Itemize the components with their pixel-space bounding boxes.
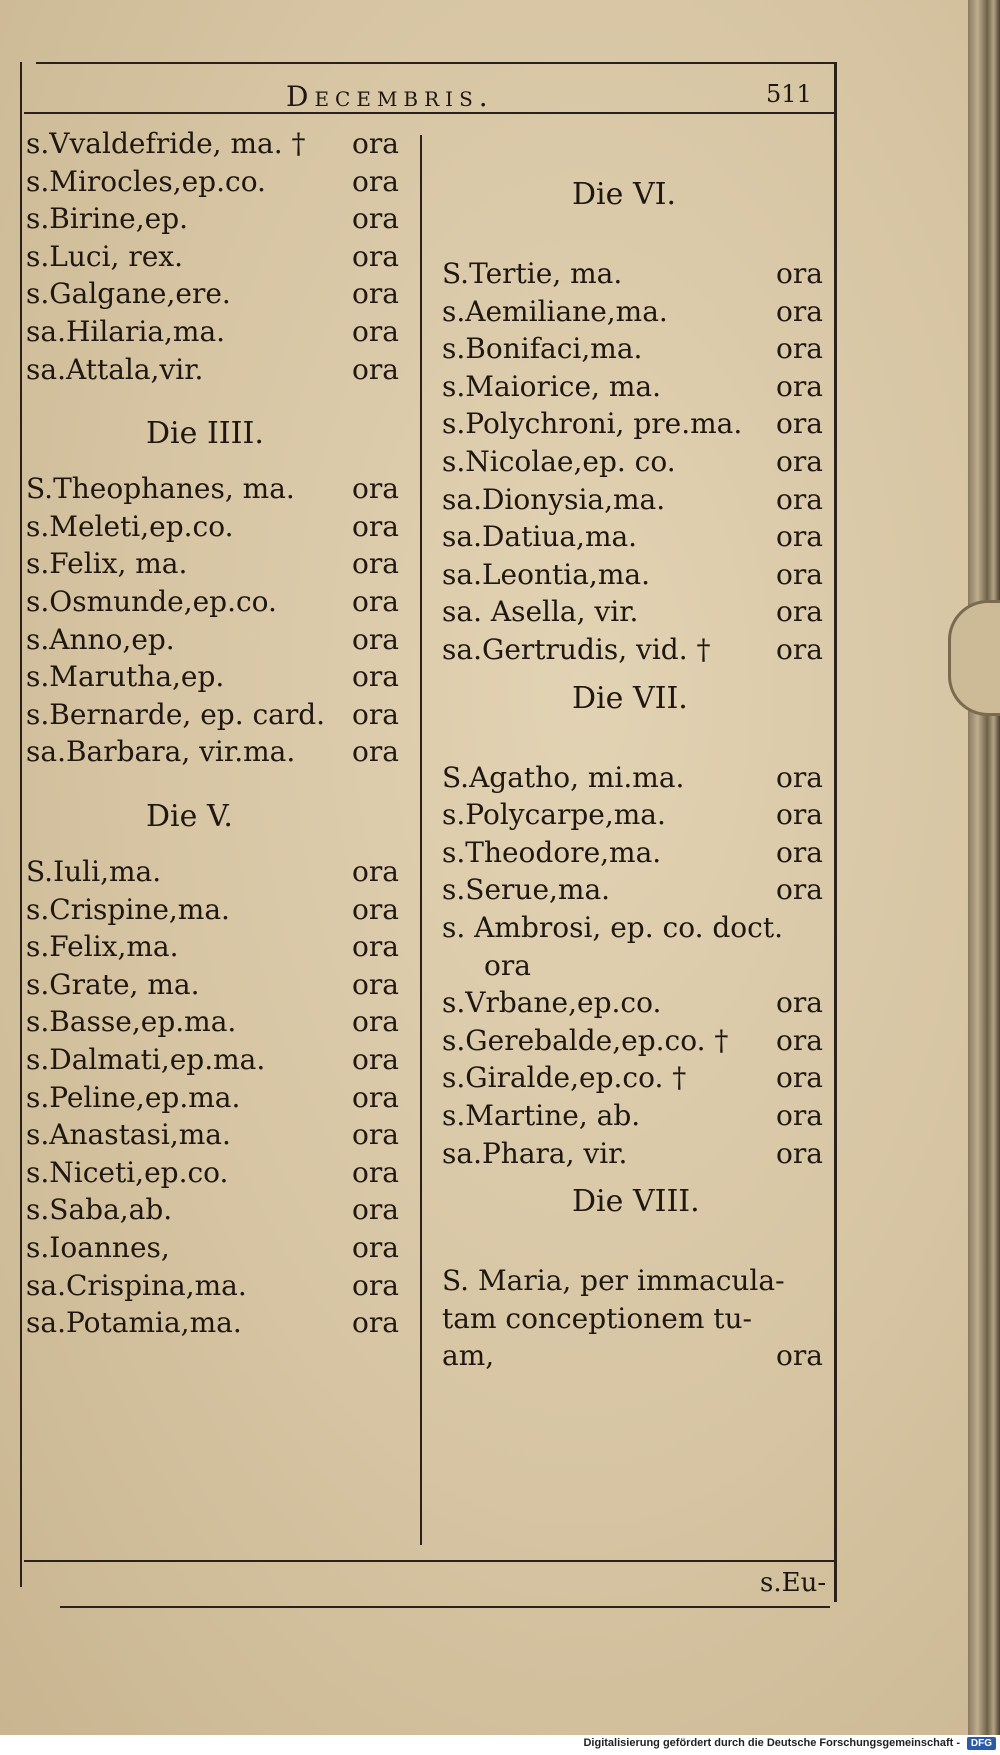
response-ora: ora xyxy=(352,660,399,694)
response-ora: ora xyxy=(776,369,823,403)
bottom-rule xyxy=(24,1560,836,1562)
saint-name: sa.Potamia,ma. xyxy=(26,1306,242,1340)
response-ora: ora xyxy=(776,1136,823,1170)
saint-name: s.Bonifaci,ma. xyxy=(442,332,643,366)
response-ora: ora xyxy=(352,277,399,311)
response-ora: ora xyxy=(352,585,399,618)
response-ora: ora xyxy=(776,257,823,290)
response-ora: ora xyxy=(776,1023,823,1057)
response-ora: ora xyxy=(776,482,823,516)
saint-name: s.Dalmati,ep.ma. xyxy=(26,1043,266,1076)
response-ora: ora xyxy=(352,855,399,888)
response-ora: ora xyxy=(776,332,823,366)
saint-name: s.Anastasi,ma. xyxy=(26,1118,231,1152)
response-ora: ora xyxy=(776,445,823,478)
response-ora: ora xyxy=(776,1099,823,1132)
response-ora: ora xyxy=(352,547,399,581)
saint-name: sa.Attala,vir. xyxy=(26,352,204,386)
saint-name: sa.Phara, vir. xyxy=(442,1136,628,1170)
response-ora: ora xyxy=(352,239,399,273)
saint-name: s.Felix,ma. xyxy=(26,930,179,964)
response-ora: ora xyxy=(352,202,399,236)
left-border xyxy=(20,62,22,1587)
column-divider xyxy=(420,135,422,1545)
saint-name: s. Ambrosi, ep. co. doct. xyxy=(442,911,783,944)
response-ora: ora xyxy=(352,622,399,656)
response-ora: ora xyxy=(776,873,823,907)
day-heading: Die IIII. xyxy=(146,416,264,452)
response-ora: ora xyxy=(352,1155,399,1189)
saint-name: s.Vrbane,ep.co. xyxy=(442,986,662,1020)
catchword: s.Eu- xyxy=(760,1568,827,1598)
saint-name: s.Peline,ep.ma. xyxy=(26,1080,241,1114)
response-ora: ora xyxy=(776,633,823,666)
day-heading: Die VII. xyxy=(572,680,688,716)
response-ora: ora xyxy=(352,967,399,1001)
response-ora: ora xyxy=(352,1005,399,1039)
response-ora: ora xyxy=(776,1339,823,1373)
response-ora: ora xyxy=(352,1193,399,1227)
saint-name: s.Galgane,ere. xyxy=(26,277,231,311)
saint-name: s.Luci, rex. xyxy=(26,239,183,273)
saint-name: s.Grate, ma. xyxy=(26,967,200,1001)
dfg-logo: DFG xyxy=(967,1737,996,1750)
saint-name: s.Bernarde, ep. card. xyxy=(26,697,326,731)
response-ora: ora xyxy=(352,1306,399,1340)
day-heading: Die V. xyxy=(146,799,233,834)
day-heading: Die VIII. xyxy=(572,1184,700,1220)
response-ora: ora xyxy=(776,557,823,591)
response-ora: ora xyxy=(352,127,399,160)
saint-name: s.Marutha,ep. xyxy=(26,660,225,694)
day-heading: Die VI. xyxy=(572,177,676,212)
saint-name: sa.Gertrudis, vid. † xyxy=(442,633,711,666)
response-ora: ora xyxy=(352,472,399,506)
response-ora: ora xyxy=(776,595,823,629)
saint-name: s.Nicolae,ep. co. xyxy=(442,445,676,478)
response-ora: ora xyxy=(776,1061,823,1095)
saint-name: s.Saba,ab. xyxy=(26,1193,173,1227)
page-number: 511 xyxy=(766,80,812,108)
saint-name: S. Maria, per immacula- xyxy=(442,1264,785,1298)
saint-name: S.Iuli,ma. xyxy=(26,855,162,888)
response-ora: ora xyxy=(352,352,399,386)
response-ora: ora xyxy=(352,164,399,198)
response-ora: ora xyxy=(776,520,823,554)
response-ora: ora xyxy=(484,948,531,982)
response-ora: ora xyxy=(776,798,823,832)
top-rule xyxy=(36,62,836,64)
saint-name: s.Martine, ab. xyxy=(442,1099,641,1132)
page-title: Decembris. xyxy=(286,80,494,113)
saint-name: s.Ioannes, xyxy=(26,1231,170,1264)
response-ora: ora xyxy=(352,315,399,348)
saint-name: s.Niceti,ep.co. xyxy=(26,1155,229,1189)
saint-name: s.Felix, ma. xyxy=(26,547,188,581)
saint-name: sa.Crispina,ma. xyxy=(26,1268,247,1302)
response-ora: ora xyxy=(352,1080,399,1114)
saint-name: S.Theophanes, ma. xyxy=(26,472,295,506)
saint-name: s.Birine,ep. xyxy=(26,202,189,236)
response-ora: ora xyxy=(776,760,823,794)
page-edge xyxy=(968,0,1000,1735)
response-ora: ora xyxy=(776,835,823,869)
saint-name: S.Agatho, mi.ma. xyxy=(442,760,685,794)
saint-name: s.Vvaldefride, ma. † xyxy=(26,127,306,160)
saint-name: s.Polycarpe,ma. xyxy=(442,798,666,832)
saint-name: s.Serue,ma. xyxy=(442,873,611,907)
saint-name: s.Meleti,ep.co. xyxy=(26,509,234,543)
saint-name: tam conceptionem tu- xyxy=(442,1301,753,1335)
footer-credit: Digitalisierung gefördert durch die Deutsche Forschungsgemeinschaft - xyxy=(583,1737,960,1749)
response-ora: ora xyxy=(776,986,823,1020)
saint-name: s.Crispine,ma. xyxy=(26,892,230,926)
response-ora: ora xyxy=(352,697,399,731)
saint-name: s.Giralde,ep.co. † xyxy=(442,1061,687,1095)
saint-name: sa. Asella, vir. xyxy=(442,595,639,629)
saint-name: s.Osmunde,ep.co. xyxy=(26,585,277,618)
response-ora: ora xyxy=(352,892,399,926)
saint-name: s.Theodore,ma. xyxy=(442,835,662,869)
saint-name: s.Gerebalde,ep.co. † xyxy=(442,1023,729,1057)
thumb-index-tab xyxy=(948,600,1000,716)
response-ora: ora xyxy=(352,1231,399,1264)
response-ora: ora xyxy=(352,930,399,964)
footer-bar xyxy=(0,1735,1000,1755)
response-ora: ora xyxy=(352,1043,399,1076)
response-ora: ora xyxy=(352,1268,399,1302)
response-ora: ora xyxy=(776,407,823,441)
saint-name: sa.Leontia,ma. xyxy=(442,557,650,591)
right-border xyxy=(834,62,837,1602)
saint-name: sa.Barbara, vir.ma. xyxy=(26,735,296,769)
base-rule xyxy=(60,1606,830,1608)
saint-name: sa.Dionysia,ma. xyxy=(442,482,666,516)
saint-name: am, xyxy=(442,1339,495,1373)
saint-name: s.Anno,ep. xyxy=(26,622,175,656)
saint-name: sa.Hilaria,ma. xyxy=(26,315,226,348)
saint-name: s.Basse,ep.ma. xyxy=(26,1005,237,1039)
saint-name: s.Aemiliane,ma. xyxy=(442,294,668,328)
response-ora: ora xyxy=(776,294,823,328)
saint-name: S.Tertie, ma. xyxy=(442,257,623,290)
saint-name: s.Polychroni, pre.ma. xyxy=(442,407,743,441)
response-ora: ora xyxy=(352,509,399,543)
response-ora: ora xyxy=(352,735,399,769)
response-ora: ora xyxy=(352,1118,399,1152)
saint-name: s.Maiorice, ma. xyxy=(442,369,661,403)
saint-name: s.Mirocles,ep.co. xyxy=(26,164,266,198)
saint-name: sa.Datiua,ma. xyxy=(442,520,638,554)
